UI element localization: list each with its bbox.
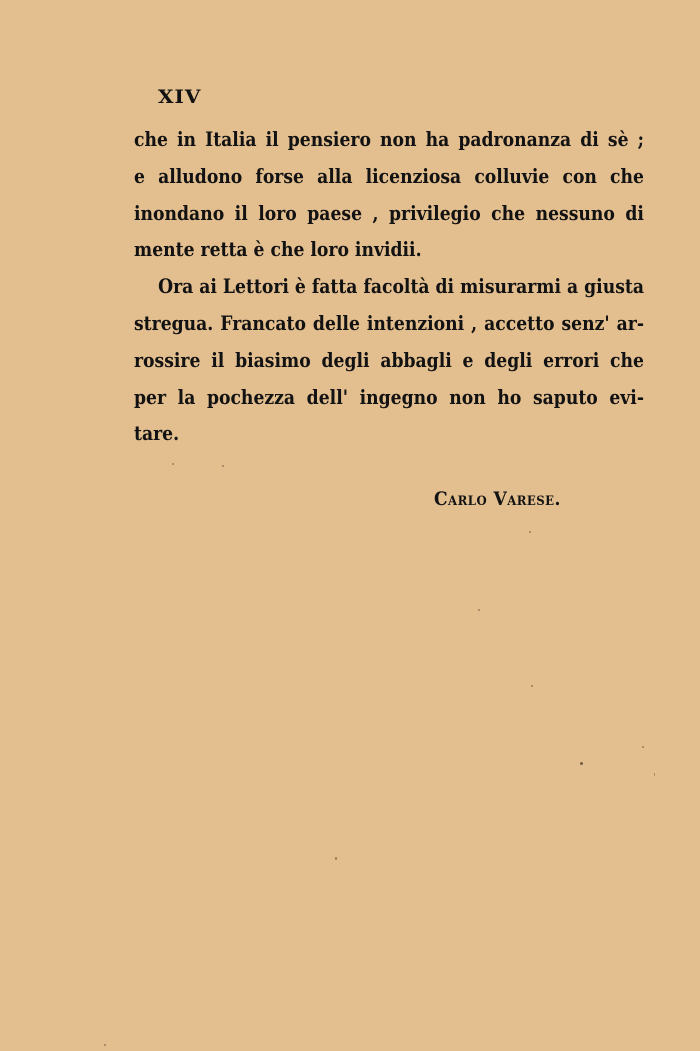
paper-speck bbox=[531, 685, 533, 687]
paper-speck bbox=[580, 762, 583, 765]
page-number: XIV bbox=[158, 86, 202, 108]
paper-speck bbox=[478, 609, 480, 611]
text-line: inondano il loro paese , privilegio che nessuno di bbox=[134, 200, 644, 225]
paper-speck bbox=[104, 1044, 106, 1046]
text-line: Ora ai Lettori è fatta facoltà di misurarmi a giusta bbox=[158, 274, 644, 299]
paragraph-1 bbox=[134, 121, 644, 268]
text-line: tare. bbox=[134, 421, 180, 446]
author-signature: Carlo Varese. bbox=[434, 488, 561, 510]
paper-speck bbox=[222, 465, 224, 467]
text-line: e alludono forse alla licenziosa colluvie con che bbox=[134, 163, 644, 188]
text-line: per la pochezza dell' ingegno non ho saputo evi- bbox=[134, 384, 644, 409]
paper-speck bbox=[654, 773, 655, 776]
text-line: che in Italia il pensiero non ha padronanza di sè ; bbox=[134, 127, 644, 151]
paper-speck bbox=[335, 857, 337, 860]
text-line: rossire il biasimo degli abbagli e degli errori che bbox=[134, 347, 644, 372]
paper-speck bbox=[172, 463, 174, 465]
body-text bbox=[134, 121, 644, 452]
paragraph-2 bbox=[134, 268, 644, 452]
text-line: mente retta è che loro invidii. bbox=[134, 237, 422, 262]
paper-speck bbox=[642, 746, 644, 748]
text-line: stregua. Francato delle intenzioni , accetto senz' ar- bbox=[134, 310, 644, 335]
paper-speck bbox=[529, 531, 531, 533]
